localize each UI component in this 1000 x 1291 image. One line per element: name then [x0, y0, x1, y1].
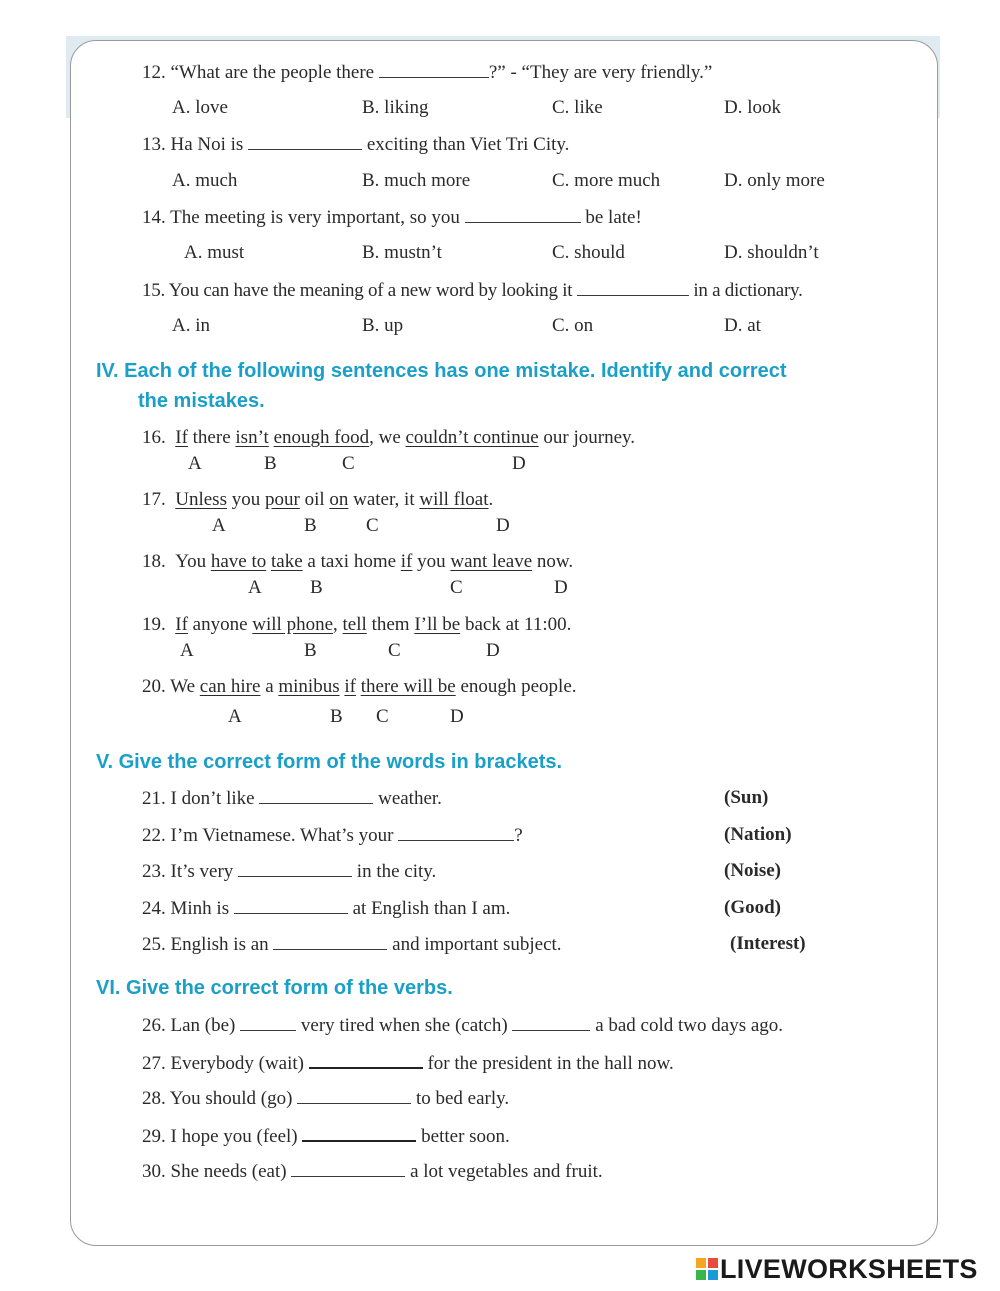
answer-blank-13[interactable]	[248, 133, 362, 150]
q16-label-d[interactable]: D	[512, 453, 526, 474]
option-12d[interactable]: D. look	[724, 97, 781, 118]
question-29: 29. I hope you (feel) better soon.	[142, 1126, 510, 1147]
option-14c[interactable]: C. should	[552, 242, 625, 263]
question-12: 12. “What are the people there ?” - “They are very friendly.”	[142, 62, 713, 83]
question-25: 25. English is an and important subject.	[142, 934, 562, 955]
answer-blank-24[interactable]	[234, 897, 348, 914]
answer-blank-22[interactable]	[398, 824, 514, 841]
q18-label-c[interactable]: C	[450, 577, 463, 598]
q17-label-c[interactable]: C	[366, 515, 379, 536]
answer-blank-26b[interactable]	[512, 1014, 590, 1031]
question-17: 17. Unless you pour oil on water, it will float.	[142, 489, 494, 510]
q20-label-c[interactable]: C	[376, 706, 389, 727]
word-hint-23: (Noise)	[724, 860, 781, 881]
option-14d[interactable]: D. shouldn’t	[724, 242, 819, 263]
word-hint-24: (Good)	[724, 897, 781, 918]
q19-label-c[interactable]: C	[388, 640, 401, 661]
question-13: 13. Ha Noi is exciting than Viet Tri City.	[142, 134, 570, 155]
option-13a[interactable]: A. much	[172, 170, 238, 191]
liveworksheets-logo-text: LIVEWORKSHEETS	[720, 1254, 978, 1284]
q16-label-c[interactable]: C	[342, 453, 355, 474]
q17-label-d[interactable]: D	[496, 515, 510, 536]
answer-blank-25[interactable]	[273, 933, 387, 950]
option-12a[interactable]: A. love	[172, 97, 228, 118]
q16-label-a[interactable]: A	[188, 453, 202, 474]
question-18: 18. You have to take a taxi home if you want leave now.	[142, 551, 574, 572]
word-hint-21: (Sun)	[724, 787, 769, 808]
option-15d[interactable]: D. at	[724, 315, 761, 336]
question-22: 22. I’m Vietnamese. What’s your ?	[142, 825, 523, 846]
question-16: 16. If there isn’t enough food, we couldn’t continue our journey.	[142, 427, 636, 448]
section-5-heading: V. Give the correct form of the words in brackets.	[96, 751, 563, 773]
q17-label-a[interactable]: A	[212, 515, 226, 536]
question-30: 30. She needs (eat) a lot vegetables and fruit.	[142, 1161, 603, 1182]
word-hint-25: (Interest)	[730, 933, 806, 954]
question-23: 23. It’s very in the city.	[142, 861, 437, 882]
q18-label-d[interactable]: D	[554, 577, 568, 598]
question-20: 20. We can hire a minibus if there will be enough people.	[142, 676, 577, 697]
question-28: 28. You should (go) to bed early.	[142, 1088, 510, 1109]
answer-blank-21[interactable]	[259, 787, 373, 804]
q19-label-b[interactable]: B	[304, 640, 317, 661]
option-14b[interactable]: B. mustn’t	[362, 242, 442, 263]
answer-blank-28[interactable]	[297, 1087, 411, 1104]
question-14: 14. The meeting is very important, so you be late!	[142, 207, 642, 228]
question-26: 26. Lan (be) very tired when she (catch) a bad cold two days ago.	[142, 1015, 784, 1036]
question-21: 21. I don’t like weather.	[142, 788, 442, 809]
answer-blank-26a[interactable]	[240, 1014, 296, 1031]
answer-blank-15[interactable]	[577, 279, 689, 296]
answer-blank-23[interactable]	[238, 860, 352, 877]
option-13b[interactable]: B. much more	[362, 170, 471, 191]
q16-label-b[interactable]: B	[264, 453, 277, 474]
answer-blank-29[interactable]	[302, 1124, 416, 1142]
q20-label-b[interactable]: B	[330, 706, 343, 727]
section-6-heading: VI. Give the correct form of the verbs.	[96, 977, 453, 999]
option-14a[interactable]: A. must	[184, 242, 245, 263]
q17-label-b[interactable]: B	[304, 515, 317, 536]
q19-label-a[interactable]: A	[180, 640, 194, 661]
question-15: 15. You can have the meaning of a new word by looking it in a dictionary.	[142, 280, 803, 301]
question-24: 24. Minh is at English than I am.	[142, 898, 511, 919]
answer-blank-12[interactable]	[379, 61, 489, 78]
q19-label-d[interactable]: D	[486, 640, 500, 661]
section-4-heading-line2: the mistakes.	[138, 390, 265, 412]
q18-label-b[interactable]: B	[310, 577, 323, 598]
option-15c[interactable]: C. on	[552, 315, 594, 336]
liveworksheets-logo-icon	[696, 1258, 718, 1280]
option-12c[interactable]: C. like	[552, 97, 603, 118]
q20-label-a[interactable]: A	[228, 706, 242, 727]
answer-blank-30[interactable]	[291, 1160, 405, 1177]
option-13c[interactable]: C. more much	[552, 170, 661, 191]
answer-blank-27[interactable]	[309, 1051, 423, 1069]
q20-label-d[interactable]: D	[450, 706, 464, 727]
option-15b[interactable]: B. up	[362, 315, 404, 336]
question-27: 27. Everybody (wait) for the president in the hall now.	[142, 1053, 674, 1074]
word-hint-22: (Nation)	[724, 824, 792, 845]
answer-blank-14[interactable]	[465, 206, 581, 223]
question-19: 19. If anyone will phone, tell them I’ll be back at 11:00.	[142, 614, 572, 635]
option-13d[interactable]: D. only more	[724, 170, 825, 191]
q18-label-a[interactable]: A	[248, 577, 262, 598]
section-4-heading-line1: IV. Each of the following sentences has one mistake. Identify and correct	[96, 360, 787, 382]
option-15a[interactable]: A. in	[172, 315, 210, 336]
option-12b[interactable]: B. liking	[362, 97, 429, 118]
